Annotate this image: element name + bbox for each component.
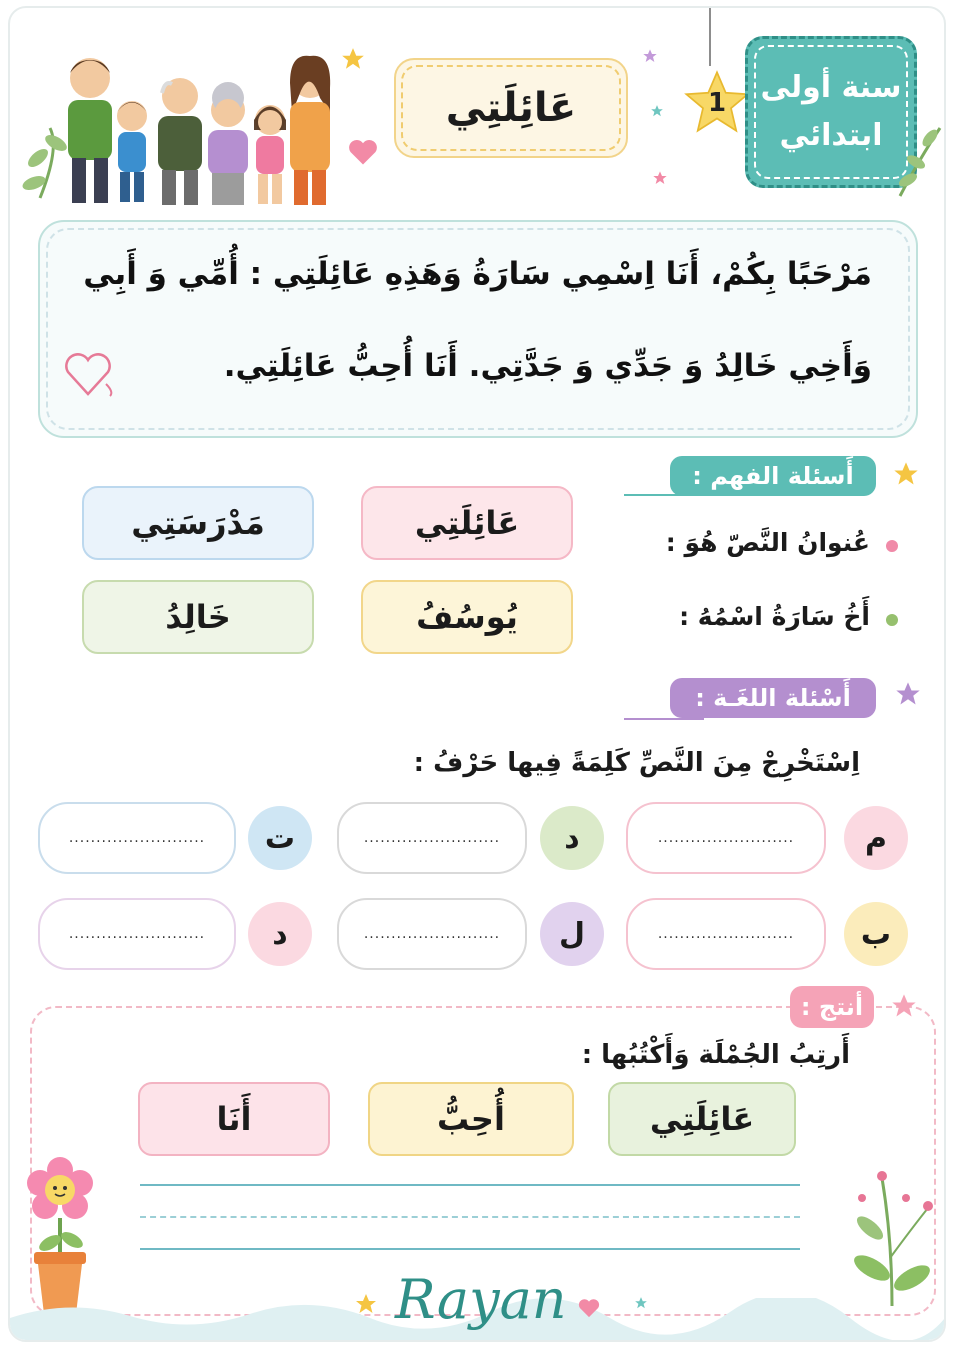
letter-circle: ت: [248, 806, 312, 870]
answer-blank[interactable]: .........................: [337, 898, 527, 970]
produce-heading: أنتج :: [790, 986, 874, 1028]
produce-instruction: أَرتِبُ الجُمْلَة وَأَكْتُبُها :: [581, 1040, 850, 1070]
answer-blank[interactable]: .........................: [337, 802, 527, 874]
passage-line-1: مَرْحَبًا بِكُمْ، أَنَا اِسْمِي سَارَةُ وَهَذِهِ عَائِلَتِي : أُمِّي وَ أَبِي: [83, 256, 872, 292]
writing-line[interactable]: [140, 1248, 800, 1250]
grade-level-line2: ابتدائي: [779, 118, 883, 153]
answer-option[interactable]: عَائِلَتِي: [361, 486, 573, 560]
reading-passage: [38, 220, 918, 438]
heart-icon: [578, 1298, 600, 1318]
passage-line-2: وَأَخِي خَالِدُ وَ جَدِّي وَ جَدَّتِي. أَنَا أُحِبُّ عَائِلَتِي.: [223, 348, 872, 384]
letter-circle: د: [248, 902, 312, 966]
bullet-icon: [886, 614, 898, 626]
branch-illustration: [832, 1158, 942, 1308]
star-icon: [890, 992, 918, 1020]
family-illustration: [20, 38, 350, 213]
star-icon: [634, 1296, 648, 1310]
answer-blank[interactable]: .........................: [626, 898, 826, 970]
worksheet-page: [8, 6, 946, 1342]
flower-pot-illustration: [20, 1148, 100, 1318]
word-card[interactable]: عَائِلَتِي: [608, 1082, 796, 1156]
answer-blank[interactable]: .........................: [626, 802, 826, 874]
letter-circle: م: [844, 806, 908, 870]
heading-underline: [624, 718, 704, 720]
answer-option[interactable]: خَالِدُ: [82, 580, 314, 654]
star-icon: [354, 1292, 378, 1316]
lesson-title-box: [394, 58, 628, 158]
lesson-title: عَائِلَتِي: [401, 65, 621, 151]
star-icon: [894, 680, 922, 708]
comprehension-heading: أَسئلة الفهم :: [670, 456, 876, 496]
star-icon: [892, 460, 920, 488]
letter-circle: د: [540, 806, 604, 870]
grade-level-line1: سنة أولى: [760, 70, 902, 105]
answer-blank[interactable]: .........................: [38, 802, 236, 874]
star-icon: [652, 170, 668, 186]
hanging-string: [709, 8, 711, 66]
heading-underline: [624, 494, 704, 496]
answer-blank[interactable]: .........................: [38, 898, 236, 970]
brand-logo: Rayan: [395, 1268, 567, 1331]
language-heading: أَسْئلة اللغَـة :: [670, 678, 876, 718]
lesson-number-star: [682, 68, 752, 138]
writing-line[interactable]: [140, 1184, 800, 1186]
star-icon: [642, 48, 658, 64]
question-1: عُنوانُ النَّصّ هُوَ :: [665, 528, 870, 557]
writing-guide-line: [140, 1216, 800, 1218]
letter-circle: ب: [844, 902, 908, 966]
question-2: أَخُ سَارَةُ اسْمُهُ :: [679, 602, 870, 631]
answer-option[interactable]: يُوسُفُ: [361, 580, 573, 654]
lesson-number: 1: [707, 88, 727, 118]
answer-option[interactable]: مَدْرَسَتِي: [82, 486, 314, 560]
heart-icon: [60, 352, 116, 398]
star-icon: [340, 46, 366, 72]
word-card[interactable]: أُحِبُّ: [368, 1082, 574, 1156]
word-card[interactable]: أَنَا: [138, 1082, 330, 1156]
star-icon: [650, 104, 664, 118]
language-instruction: اِسْتَخْرِجْ مِنَ النَّصِّ كَلِمَةً فِيها حَرْفُ :: [413, 748, 860, 778]
heart-icon: [348, 138, 378, 166]
leaf-decoration: [890, 118, 946, 198]
bullet-icon: [886, 540, 898, 552]
letter-circle: ل: [540, 902, 604, 966]
